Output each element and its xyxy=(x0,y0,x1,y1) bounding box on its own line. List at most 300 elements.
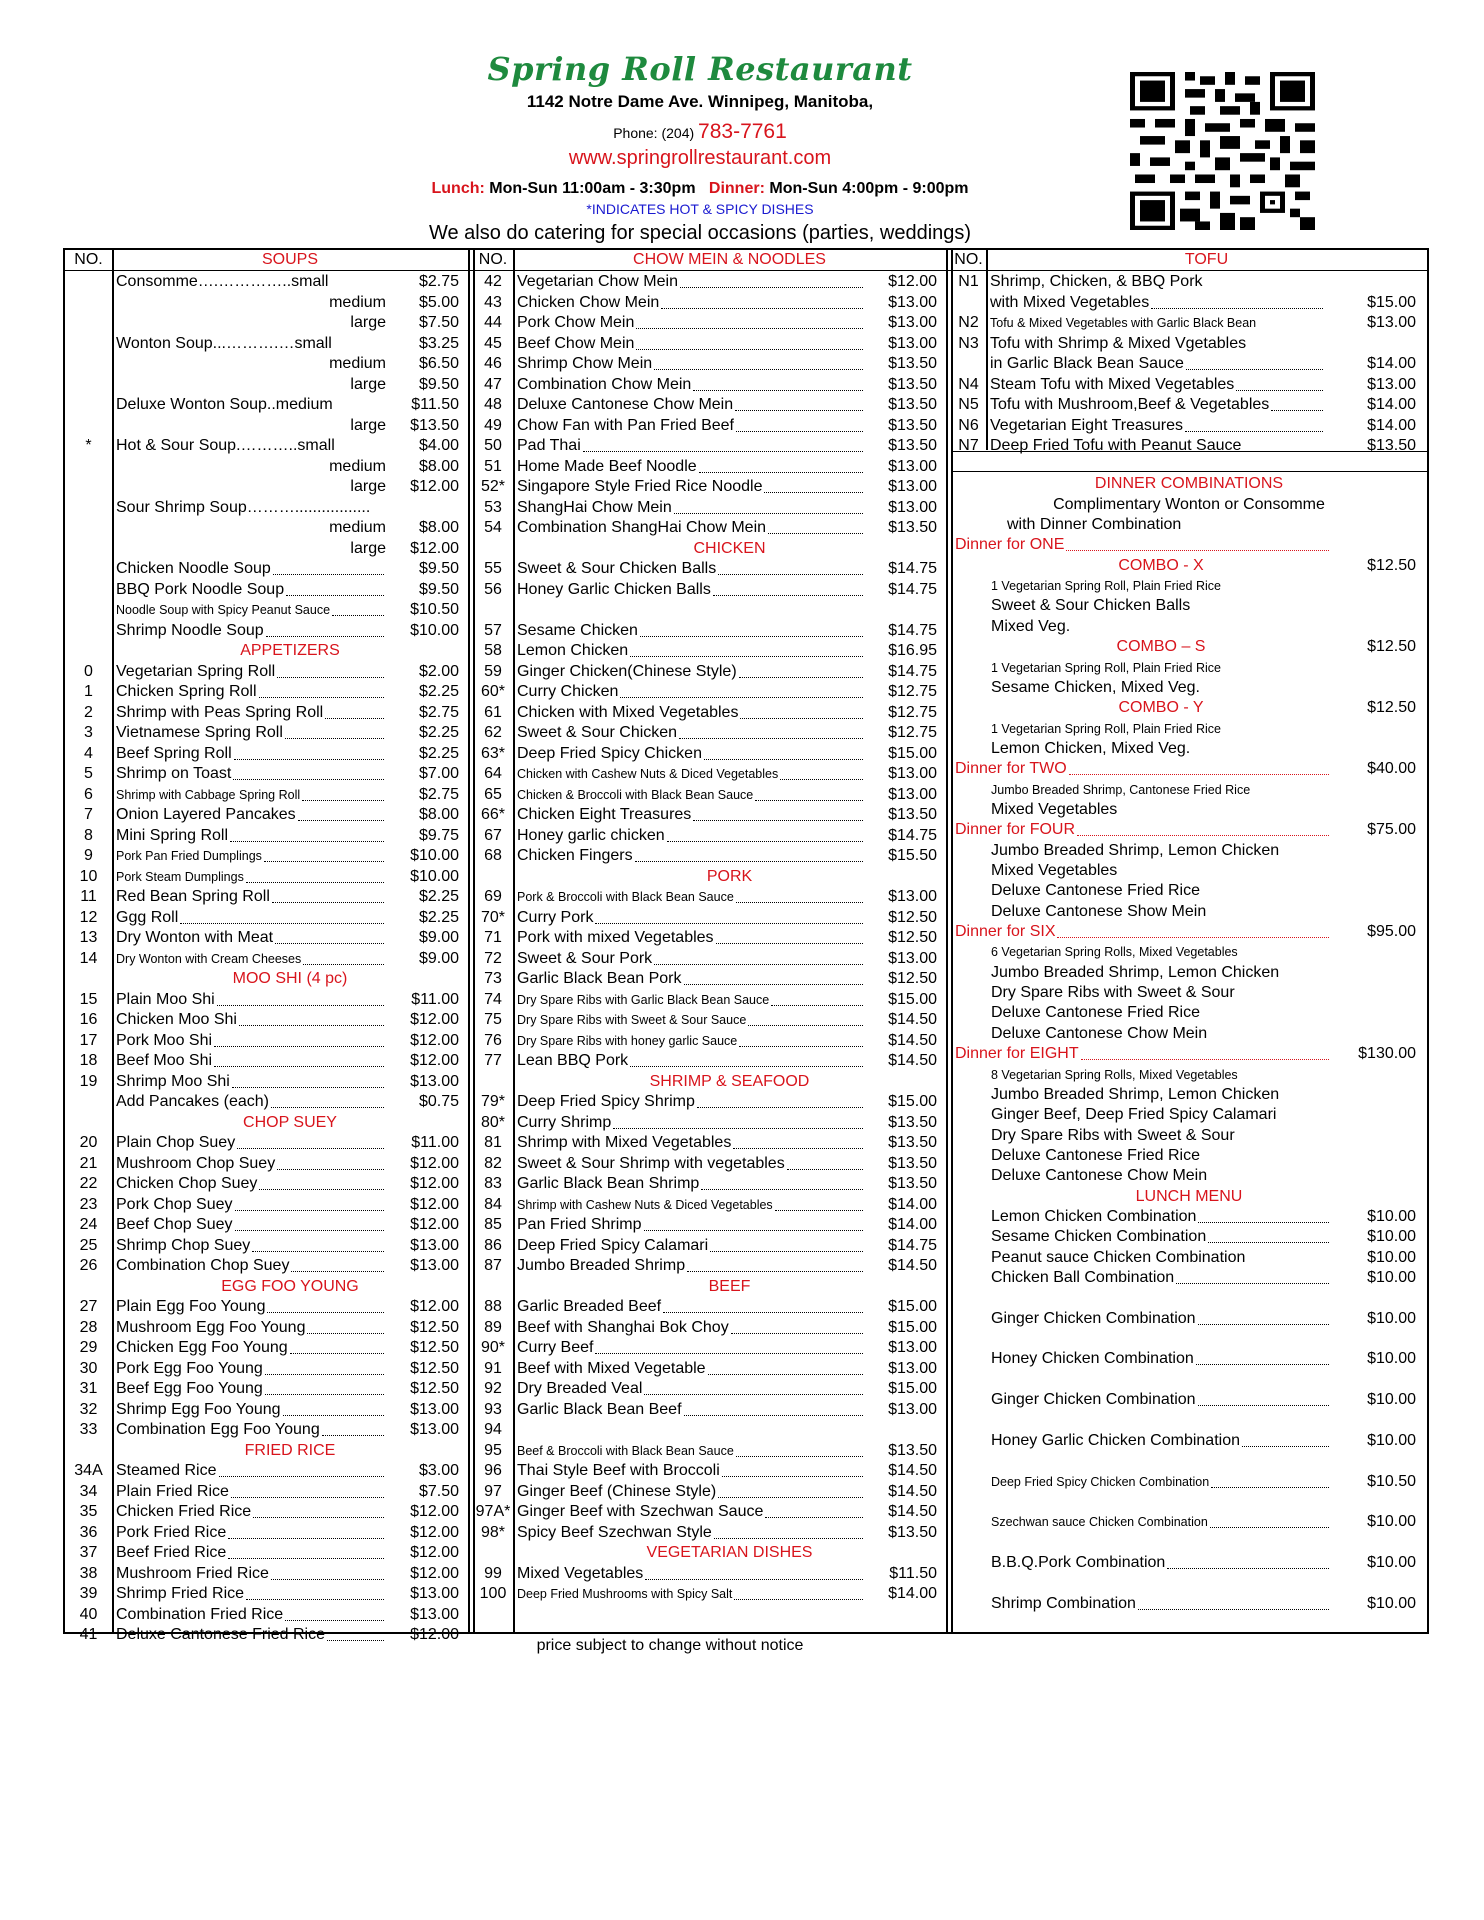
item-name xyxy=(517,272,865,292)
item-label: Consomme….…………..small xyxy=(116,273,329,290)
item-price: $3.00 xyxy=(418,1462,459,1479)
item-number: 63* xyxy=(480,744,506,762)
menu-item xyxy=(473,293,946,313)
lunch-item-label: Shrimp Combination xyxy=(991,1594,1136,1612)
item-price: $15.00 xyxy=(888,1380,937,1397)
item-number: 26 xyxy=(79,1257,98,1274)
menu-item xyxy=(473,1379,946,1399)
menu-item xyxy=(65,1461,468,1481)
dot-leader xyxy=(640,635,863,637)
menu-item xyxy=(473,518,946,538)
item-name xyxy=(116,354,386,374)
item-price: $13.00 xyxy=(1367,314,1416,331)
lunch-hours: Mon-Sun 11:00am - 3:30pm xyxy=(489,180,696,197)
item-name xyxy=(517,477,865,497)
item-name xyxy=(116,498,386,518)
item-number: 33 xyxy=(79,1421,98,1438)
item-number: 69 xyxy=(484,888,502,905)
menu-item xyxy=(951,436,1427,456)
menu-item xyxy=(473,1195,946,1215)
website-link[interactable]: www.springrollrestaurant.com xyxy=(568,147,832,169)
item-name xyxy=(990,293,1325,313)
dot-leader xyxy=(710,1250,863,1252)
dot-leader xyxy=(214,1045,384,1047)
dot-leader xyxy=(219,1475,385,1477)
item-name xyxy=(116,785,386,805)
item-label: Chicken Moo Shi xyxy=(116,1011,237,1028)
item-number: 24 xyxy=(79,1216,98,1233)
item-number: 14 xyxy=(79,949,98,967)
item-number: 1 xyxy=(84,683,93,700)
combo-row xyxy=(951,780,1427,800)
item-number: 46 xyxy=(484,355,502,372)
phone-number: 783-7761 xyxy=(698,120,787,143)
menu-item xyxy=(473,969,946,989)
item-number: N3 xyxy=(958,334,979,352)
qr-code-icon[interactable] xyxy=(1130,72,1315,230)
combo-row xyxy=(951,678,1427,698)
lunch-item-name xyxy=(991,1594,1331,1614)
item-name xyxy=(517,1584,865,1604)
dot-leader xyxy=(708,1373,863,1375)
item-price: $15.00 xyxy=(888,744,937,762)
item-label: Vegetarian Chow Mein xyxy=(517,273,678,290)
menu-item xyxy=(473,272,946,292)
item-price: $12.00 xyxy=(410,1052,459,1069)
item-label: Shrimp, Chicken, & BBQ Pork xyxy=(990,273,1203,290)
dot-leader xyxy=(1271,409,1323,411)
lunch-item-price: $10.00 xyxy=(1367,1391,1416,1409)
item-price: $13.00 xyxy=(410,1421,459,1438)
menu-item xyxy=(951,416,1427,436)
item-name xyxy=(517,1113,865,1133)
item-label: Pork Egg Foo Young xyxy=(116,1359,263,1377)
dot-leader xyxy=(272,901,384,903)
item-number: 38 xyxy=(79,1564,98,1582)
item-number: 41 xyxy=(79,1626,98,1643)
item-number: 4 xyxy=(84,744,93,762)
item-name xyxy=(116,1031,386,1051)
item-name xyxy=(517,1215,865,1235)
item-price: $15.00 xyxy=(1367,293,1416,311)
dot-leader xyxy=(667,840,863,842)
combo-row xyxy=(951,576,1427,596)
item-label: Sweet & Sour Chicken xyxy=(517,724,678,741)
item-price: $13.00 xyxy=(888,293,937,311)
item-number: 13 xyxy=(79,929,98,946)
item-number: 34 xyxy=(79,1482,98,1500)
item-name xyxy=(116,1236,386,1256)
item-label: Beef & Broccoli with Black Bean Sauce xyxy=(517,1443,734,1458)
item-label: Chicken Fried Rice xyxy=(116,1503,252,1520)
lunch-item-name xyxy=(991,1268,1331,1288)
item-number: 60* xyxy=(480,683,506,700)
menu-item xyxy=(65,826,468,846)
item-number: 7 xyxy=(84,806,93,823)
item-label: Tofu with Mushroom,Beef & Vegetables xyxy=(990,396,1270,413)
item-label: BBQ Pork Noodle Soup xyxy=(116,580,285,598)
item-name xyxy=(116,518,386,538)
item-number: 79* xyxy=(480,1093,506,1110)
menu-item xyxy=(65,1359,468,1379)
item-name xyxy=(517,928,865,948)
item-name xyxy=(116,375,386,395)
item-name xyxy=(517,1154,865,1174)
menu-item xyxy=(473,1051,946,1071)
item-number: 84 xyxy=(484,1195,502,1213)
combo-text: Ginger Beef, Deep Fried Spicy Calamari xyxy=(991,1106,1277,1124)
dot-leader xyxy=(246,1598,384,1600)
section-title: SHRIMP & SEAFOOD xyxy=(649,1072,810,1090)
lunch-item-name xyxy=(991,1349,1331,1369)
item-price: $14.75 xyxy=(888,1236,937,1254)
item-label: Chicken with Cashew Nuts & Diced Vegetables xyxy=(517,767,779,781)
item-price: $14.75 xyxy=(888,621,937,639)
combo-row xyxy=(951,556,1427,576)
item-label: large xyxy=(350,375,386,393)
dot-leader xyxy=(733,1147,863,1149)
item-name xyxy=(116,580,386,600)
item-label: Pad Thai xyxy=(517,437,581,454)
menu-item xyxy=(65,1031,468,1051)
item-label: Beef Spring Roll xyxy=(116,744,232,762)
item-label: Home Made Beef Noodle xyxy=(517,457,697,475)
combo-text: Deluxe Cantonese Chow Mein xyxy=(991,1167,1208,1185)
combo-row xyxy=(951,1024,1427,1044)
lunch-item-price: $10.00 xyxy=(1367,1269,1416,1286)
combo-price: $12.50 xyxy=(1367,699,1416,717)
menu-item xyxy=(65,580,468,600)
item-label: Pork Steam Dumplings xyxy=(116,869,244,884)
dot-leader xyxy=(302,799,384,801)
catering-note: We also do catering for special occasions (parties, weddings) xyxy=(428,222,972,244)
dot-leader xyxy=(1198,1221,1329,1223)
dot-leader xyxy=(231,1496,384,1498)
item-label: Chicken Chow Mein xyxy=(517,293,660,311)
item-number: 99 xyxy=(484,1564,502,1582)
item-name xyxy=(116,1420,386,1440)
item-label: Chicken Egg Foo Young xyxy=(116,1339,288,1356)
item-name xyxy=(116,887,386,907)
item-number: 93 xyxy=(484,1400,502,1418)
item-price: $13.00 xyxy=(410,1400,459,1418)
combo-row xyxy=(951,820,1427,840)
item-price: $13.50 xyxy=(888,1441,937,1459)
dinner-for-label xyxy=(955,535,1331,555)
item-name xyxy=(517,1461,865,1481)
combo-text: Mixed Veg. xyxy=(991,617,1071,635)
item-price: $13.00 xyxy=(410,1257,459,1274)
section-title: PORK xyxy=(706,867,753,885)
dot-leader xyxy=(697,1106,863,1108)
item-name xyxy=(116,867,386,887)
item-label: large xyxy=(350,416,386,434)
item-label: Onion Layered Pancakes xyxy=(116,806,296,823)
item-name xyxy=(517,662,865,682)
price-disclaimer: price subject to change without notice xyxy=(536,1637,804,1654)
combo-text: Deluxe Cantonese Show Mein xyxy=(991,902,1207,920)
item-label: Ggg Roll xyxy=(116,908,179,926)
item-price: $14.00 xyxy=(1367,416,1416,434)
item-number: 67 xyxy=(484,826,502,844)
item-number: 47 xyxy=(484,375,502,393)
item-name xyxy=(116,1482,386,1502)
item-number: 87 xyxy=(484,1257,502,1274)
item-number: 91 xyxy=(484,1359,502,1377)
combo-row xyxy=(951,1349,1427,1369)
item-name xyxy=(517,395,865,415)
dot-leader xyxy=(644,1393,863,1395)
item-label: Curry Shrimp xyxy=(517,1113,612,1131)
dot-leader xyxy=(739,1045,863,1047)
item-number: 59 xyxy=(484,662,502,680)
item-label: Pork Moo Shi xyxy=(116,1031,213,1049)
item-name xyxy=(116,1318,386,1338)
item-name xyxy=(116,1543,386,1563)
combo-text: Dry Spare Ribs with Sweet & Sour xyxy=(991,1126,1235,1144)
item-number: 2 xyxy=(84,703,93,721)
item-name xyxy=(517,1564,865,1584)
item-label: Garlic Breaded Beef xyxy=(517,1298,662,1315)
item-number: 23 xyxy=(79,1195,98,1213)
menu-item xyxy=(473,1318,946,1338)
dot-leader xyxy=(232,1086,384,1088)
item-name xyxy=(517,580,865,600)
menu-item xyxy=(473,1010,946,1030)
lunch-item-label: Szechwan sauce Chicken Combination xyxy=(991,1515,1208,1530)
dot-leader xyxy=(265,1373,384,1375)
item-label: Pork Chop Suey xyxy=(116,1195,233,1213)
dot-leader xyxy=(654,963,863,965)
lunch-item-label: Chicken Ball Combination xyxy=(991,1269,1175,1286)
menu-item xyxy=(473,1523,946,1543)
lunch-item-name xyxy=(991,1553,1331,1573)
item-label: Dry Breaded Veal xyxy=(517,1380,643,1397)
item-label: Hot & Sour Soup.………..small xyxy=(116,437,335,454)
column-3 xyxy=(951,250,1427,1632)
item-name xyxy=(517,908,865,928)
item-label: Combination Chow Mein xyxy=(517,375,692,393)
item-price: $9.50 xyxy=(418,375,459,393)
menu-item xyxy=(65,375,468,395)
item-label: Chicken Noodle Soup xyxy=(116,560,271,577)
item-name xyxy=(517,1400,865,1420)
menu-item xyxy=(65,1072,468,1092)
item-price: $12.50 xyxy=(410,1318,459,1336)
item-number: 55 xyxy=(484,560,502,577)
lunch-item-name xyxy=(991,1431,1331,1451)
item-name xyxy=(990,272,1325,292)
combo-row xyxy=(951,1126,1427,1146)
menu-item xyxy=(473,477,946,497)
dot-leader xyxy=(654,368,863,370)
item-number: 28 xyxy=(79,1318,98,1336)
dot-leader xyxy=(736,1455,863,1457)
item-label: Ginger Chicken(Chinese Style) xyxy=(517,662,737,680)
item-label: Sour Shrimp Soup………................. xyxy=(116,498,371,516)
combo-text: Jumbo Breaded Shrimp, Cantonese Fried Rice xyxy=(991,782,1251,797)
item-number: 42 xyxy=(484,273,502,290)
dot-leader xyxy=(1186,368,1323,370)
dot-leader xyxy=(736,901,863,903)
item-price: $11.00 xyxy=(411,1134,459,1151)
item-label: Pork with mixed Vegetables xyxy=(517,929,714,946)
menu-item xyxy=(65,1564,468,1584)
dot-leader xyxy=(718,1496,863,1498)
item-name xyxy=(116,1605,386,1625)
item-label: medium xyxy=(329,355,386,372)
item-price: $14.75 xyxy=(888,826,937,844)
dot-leader xyxy=(290,1352,384,1354)
item-price: $2.25 xyxy=(418,683,459,700)
dot-leader xyxy=(635,860,863,862)
dot-leader xyxy=(322,1434,384,1436)
section-title: TOFU xyxy=(1184,251,1229,268)
item-label: Shrimp with Peas Spring Roll xyxy=(116,703,324,721)
menu-item xyxy=(473,313,946,333)
item-price: $13.00 xyxy=(410,1605,459,1623)
dot-leader xyxy=(1057,936,1329,938)
item-name xyxy=(116,682,386,702)
item-label: Shrimp on Toast xyxy=(116,765,232,782)
item-price: $12.00 xyxy=(410,1216,459,1233)
item-name xyxy=(116,826,386,846)
item-name xyxy=(116,559,386,579)
item-price: $13.50 xyxy=(888,1175,937,1192)
item-price: $12.00 xyxy=(410,1011,459,1028)
dot-leader xyxy=(765,1516,863,1518)
item-number: 86 xyxy=(484,1236,502,1254)
item-price: $14.50 xyxy=(888,1011,937,1028)
lunch-item-name xyxy=(991,1227,1331,1247)
item-price: $13.00 xyxy=(410,1236,459,1254)
item-name xyxy=(517,1482,865,1502)
menu-item xyxy=(473,395,946,415)
item-price: $12.50 xyxy=(888,970,937,987)
combo-text: Deluxe Cantonese Fried Rice xyxy=(991,1004,1200,1022)
item-label: Pork Fried Rice xyxy=(116,1523,227,1541)
item-price: $13.50 xyxy=(888,437,937,454)
item-number: 29 xyxy=(79,1339,98,1356)
menu-item xyxy=(473,1461,946,1481)
item-label: Steam Tofu with Mixed Vegetables xyxy=(990,375,1235,393)
item-price: $13.50 xyxy=(888,1134,937,1151)
menu-item xyxy=(473,1154,946,1174)
item-number: 44 xyxy=(484,314,502,331)
item-name xyxy=(116,1256,386,1276)
item-price: $13.50 xyxy=(410,416,459,434)
item-price: $9.50 xyxy=(418,560,459,577)
combo-heading: LUNCH MENU xyxy=(1135,1187,1243,1205)
item-number: 9 xyxy=(84,847,93,864)
menu-item xyxy=(65,1420,468,1440)
item-price: $13.50 xyxy=(1367,437,1416,454)
dot-leader xyxy=(1210,1526,1329,1528)
item-number: 40 xyxy=(79,1605,98,1623)
combo-row xyxy=(951,841,1427,861)
item-price: $16.95 xyxy=(888,642,937,659)
item-label: Dry Spare Ribs with honey garlic Sauce xyxy=(517,1033,738,1048)
item-label: Shrimp with Cabbage Spring Roll xyxy=(116,787,301,802)
item-price: $14.50 xyxy=(888,1503,937,1520)
item-price: $9.50 xyxy=(418,580,459,598)
item-price: $13.00 xyxy=(888,314,937,331)
item-number: 31 xyxy=(79,1380,98,1397)
item-price: $13.00 xyxy=(888,765,937,782)
item-price: $12.00 xyxy=(410,1175,459,1192)
item-label: large xyxy=(350,539,386,557)
item-number: 10 xyxy=(79,867,98,885)
dinner-hours: Mon-Sun 4:00pm - 9:00pm xyxy=(769,180,969,197)
item-label: Deep Fried Mushrooms with Spicy Salt xyxy=(517,1587,733,1601)
dot-leader xyxy=(180,922,384,924)
combo-text: Deluxe Cantonese Chow Mein xyxy=(991,1024,1208,1042)
item-number: 56 xyxy=(484,580,502,598)
item-price: $14.50 xyxy=(888,1031,937,1049)
item-number: 18 xyxy=(79,1052,98,1069)
combo-row xyxy=(951,1573,1427,1593)
combo-row xyxy=(951,658,1427,678)
menu-item xyxy=(65,1236,468,1256)
combo-heading: Complimentary Wonton or Consomme xyxy=(1053,495,1325,513)
item-name xyxy=(517,1174,865,1194)
item-price: $12.75 xyxy=(888,703,937,721)
dot-leader xyxy=(246,881,384,883)
item-label: Deluxe Wonton Soup..medium xyxy=(116,396,333,413)
dinner-label: Dinner: xyxy=(708,180,765,197)
dot-leader xyxy=(285,1619,384,1621)
dot-leader xyxy=(780,778,863,780)
dot-leader xyxy=(291,1270,384,1272)
item-name xyxy=(116,1133,386,1153)
item-number: 75 xyxy=(484,1011,502,1028)
menu-item xyxy=(65,539,468,559)
menu-item xyxy=(65,1502,468,1522)
item-name xyxy=(517,682,865,702)
item-name xyxy=(116,1400,386,1420)
combo-row xyxy=(951,719,1427,739)
item-number: 20 xyxy=(79,1134,98,1151)
dot-leader xyxy=(1211,1486,1329,1488)
item-name xyxy=(116,1154,386,1174)
menu-item xyxy=(951,354,1427,374)
item-number: 73 xyxy=(484,970,502,987)
combo-row xyxy=(951,1451,1427,1471)
item-name xyxy=(517,1236,865,1256)
combo-row xyxy=(951,1248,1427,1268)
item-label: Tofu with Shrimp & Mixed Vgetables xyxy=(990,334,1247,352)
dot-leader xyxy=(286,594,384,596)
combo-row xyxy=(951,800,1427,820)
item-name xyxy=(116,928,386,948)
address: 1142 Notre Dame Ave. Winnipeg, Manitoba, xyxy=(526,92,874,111)
item-label: Beef Chow Mein xyxy=(517,334,635,352)
combo-text: Dry Spare Ribs with Sweet & Sour xyxy=(991,984,1235,1002)
item-price: $13.50 xyxy=(888,355,937,372)
item-price: $14.75 xyxy=(888,560,937,577)
menu-item xyxy=(473,1441,946,1461)
menu-item xyxy=(65,846,468,866)
section-title: FRIED RICE xyxy=(244,1441,336,1459)
item-name xyxy=(517,1256,865,1276)
combo-row xyxy=(951,1105,1427,1125)
menu-item xyxy=(65,887,468,907)
item-number: 61 xyxy=(484,703,502,721)
item-price: $12.00 xyxy=(410,1523,459,1541)
combo-row xyxy=(951,1390,1427,1410)
dot-leader xyxy=(234,758,384,760)
section-header xyxy=(65,1277,468,1297)
